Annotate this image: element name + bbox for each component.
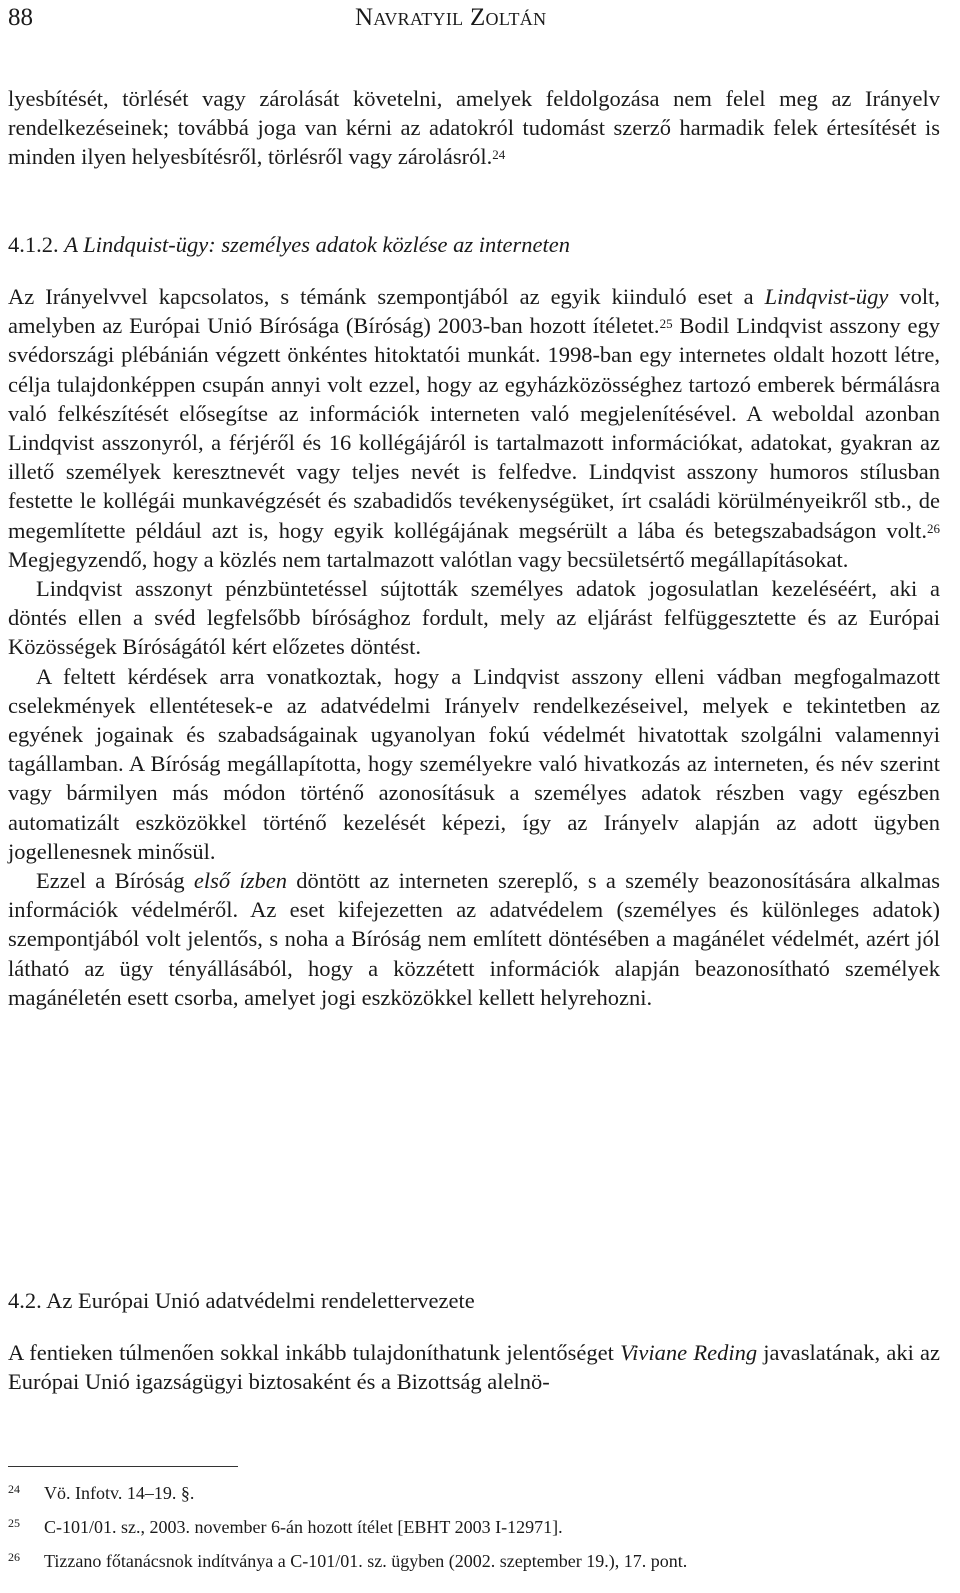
section-412-body	[8, 282, 940, 1012]
footnote	[8, 1516, 940, 1550]
footnote-ref-24: 24	[492, 147, 506, 163]
intro-paragraph	[8, 84, 940, 172]
footnotes	[8, 1482, 940, 1584]
section-number: 4.1.2.	[8, 232, 59, 257]
footnote-number: 25	[8, 1516, 20, 1530]
footnote-rule	[8, 1466, 238, 1467]
running-head: Navratyil Zoltán	[355, 4, 547, 31]
paragraph: A fentieken túlmenően sokkal inkább tulajdoníthatunk jelentőséget Viviane Reding javaslatának, aki az Európai Unió igazságügyi biztosaként és a Bizottság alelnö-	[8, 1340, 941, 1395]
footnote-text: Tizzano főtanácsnok indítványa a C-101/01. sz. ügyben (2002. szeptember 19.), 17. pont.	[44, 1551, 688, 1571]
section-title: A Lindquist-ügy: személyes adatok közlése az interneten	[64, 232, 570, 257]
paragraph: Ezzel a Bíróság első ízben döntött az interneten szereplő, s a személy beazonosítására alkalmas információk védelméről. Az eset kifejezetten az adatvédelem (személyes és különleges adatok) szempontjából volt jelentős, s noha a Bíróság nem említett döntésében a magánélet védelmét, azért jól látható az ügy tényállásából, hogy a közzétett információk alapján beazonosítható személyek magánéletén esett csorba, amelyet jogi eszközökkel kellett helyrehozni.	[8, 868, 940, 1010]
section-42-body	[8, 1338, 940, 1396]
footnote	[8, 1550, 940, 1584]
page-number: 88	[8, 4, 33, 31]
section-heading-42	[8, 1286, 475, 1315]
footnote-text: C-101/01. sz., 2003. november 6-án hozott ítélet [EBHT 2003 I-12971].	[44, 1517, 563, 1537]
section-number: 4.2.	[8, 1288, 42, 1313]
footnote	[8, 1482, 940, 1516]
footnote-ref-26: 26	[927, 520, 940, 536]
footnote-number: 26	[8, 1550, 20, 1564]
section-heading-412	[8, 230, 570, 259]
paragraph: Az Irányelvvel kapcsolatos, s témánk szempontjából az egyik kiinduló eset a Lindqvist-ügy volt, amelyben az Európai Unió Bírósága (Bíróság) 2003-ban hozott ítéletet.$^{25}$ Bodil Lindqvist asszony egy svédországi plébánián végzett önkéntes hitoktatói munkát. 1998-ban egy internetes oldalt hozott létre, célja tulajdonképpen csupán annyi volt ezzel, hogy az egyházközösséghez tartozó emberek bérmálásra való felkészítését elősegítse az információk interneten való megjelenítésével. A weboldal azonban Lindqvist asszonyról, a férjéről és 16 kollégájáról is tartalmazott információkat, adatokat, gyakran az illető személyek keresztnevét vagy teljes nevét is felfedve. Lindqvist asszony humoros stílusban festette le kollégái munkavégzését és szabadidős tevékenységüket, írt családi körülményeikről stb., de megemlítette például azt is, hogy egyik kollégájának megsérült a lába és betegszabadságon volt.$^{26}$ Megjegyzendő, hogy a közlés nem tartalmazott valótlan vagy becsületsértő megállapításokat.	[8, 284, 940, 572]
section-title: Az Európai Unió adatvédelmi rendelettervezete	[46, 1288, 475, 1313]
footnote-number: 24	[8, 1482, 20, 1496]
case-name: Lindqvist-ügy	[764, 284, 889, 309]
emphasis: első ízben	[193, 868, 287, 894]
paragraph: Lindqvist asszonyt pénzbüntetéssel sújtották személyes adatok jogosulatlan kezeléséért, aki a döntés ellen a svéd legfelsőbb bírósághoz fordult, mely az eljárást felfüggesztette és az Európai Közösségek Bíróságától kért előzetes döntést.	[8, 576, 940, 660]
footnote-text: Vö. Infotv. 14–19. §.	[44, 1483, 195, 1503]
person-name: Viviane Reding	[620, 1340, 758, 1365]
intro-text: lyesbítését, törlését vagy zárolását követelni, amelyek feldolgozása nem felel meg az Irányelv rendelkezéseinek; továbbá joga van kérni az adatokról tudomást szerző harmadik felek értesítését is minden ilyen helyesbítésről, törlésről vagy zárolásról.	[8, 86, 940, 170]
footnote-ref-25: 25	[659, 316, 673, 332]
paragraph: A feltett kérdések arra vonatkoztak, hogy a Lindqvist asszony elleni vádban megfogalmazott cselekmények ellentétesek-e az adatvédelmi Irányelv rendelkezéseivel, melyek e tekintetben az egyének jogainak és szabadságainak ugyanolyan fokú védelmét hivatottak szolgálni valamennyi tagállamban. A Bíróság megállapította, hogy személyekre való hivatkozás az interneten, és név szerint vagy bármilyen más módon történő azonosításuk a személyes adatok részben vagy egészben automatizált eszközökkel történő kezelését képezi, így az Irányelv alapján az adott ügyben jogellenesnek minősül.	[8, 663, 940, 864]
